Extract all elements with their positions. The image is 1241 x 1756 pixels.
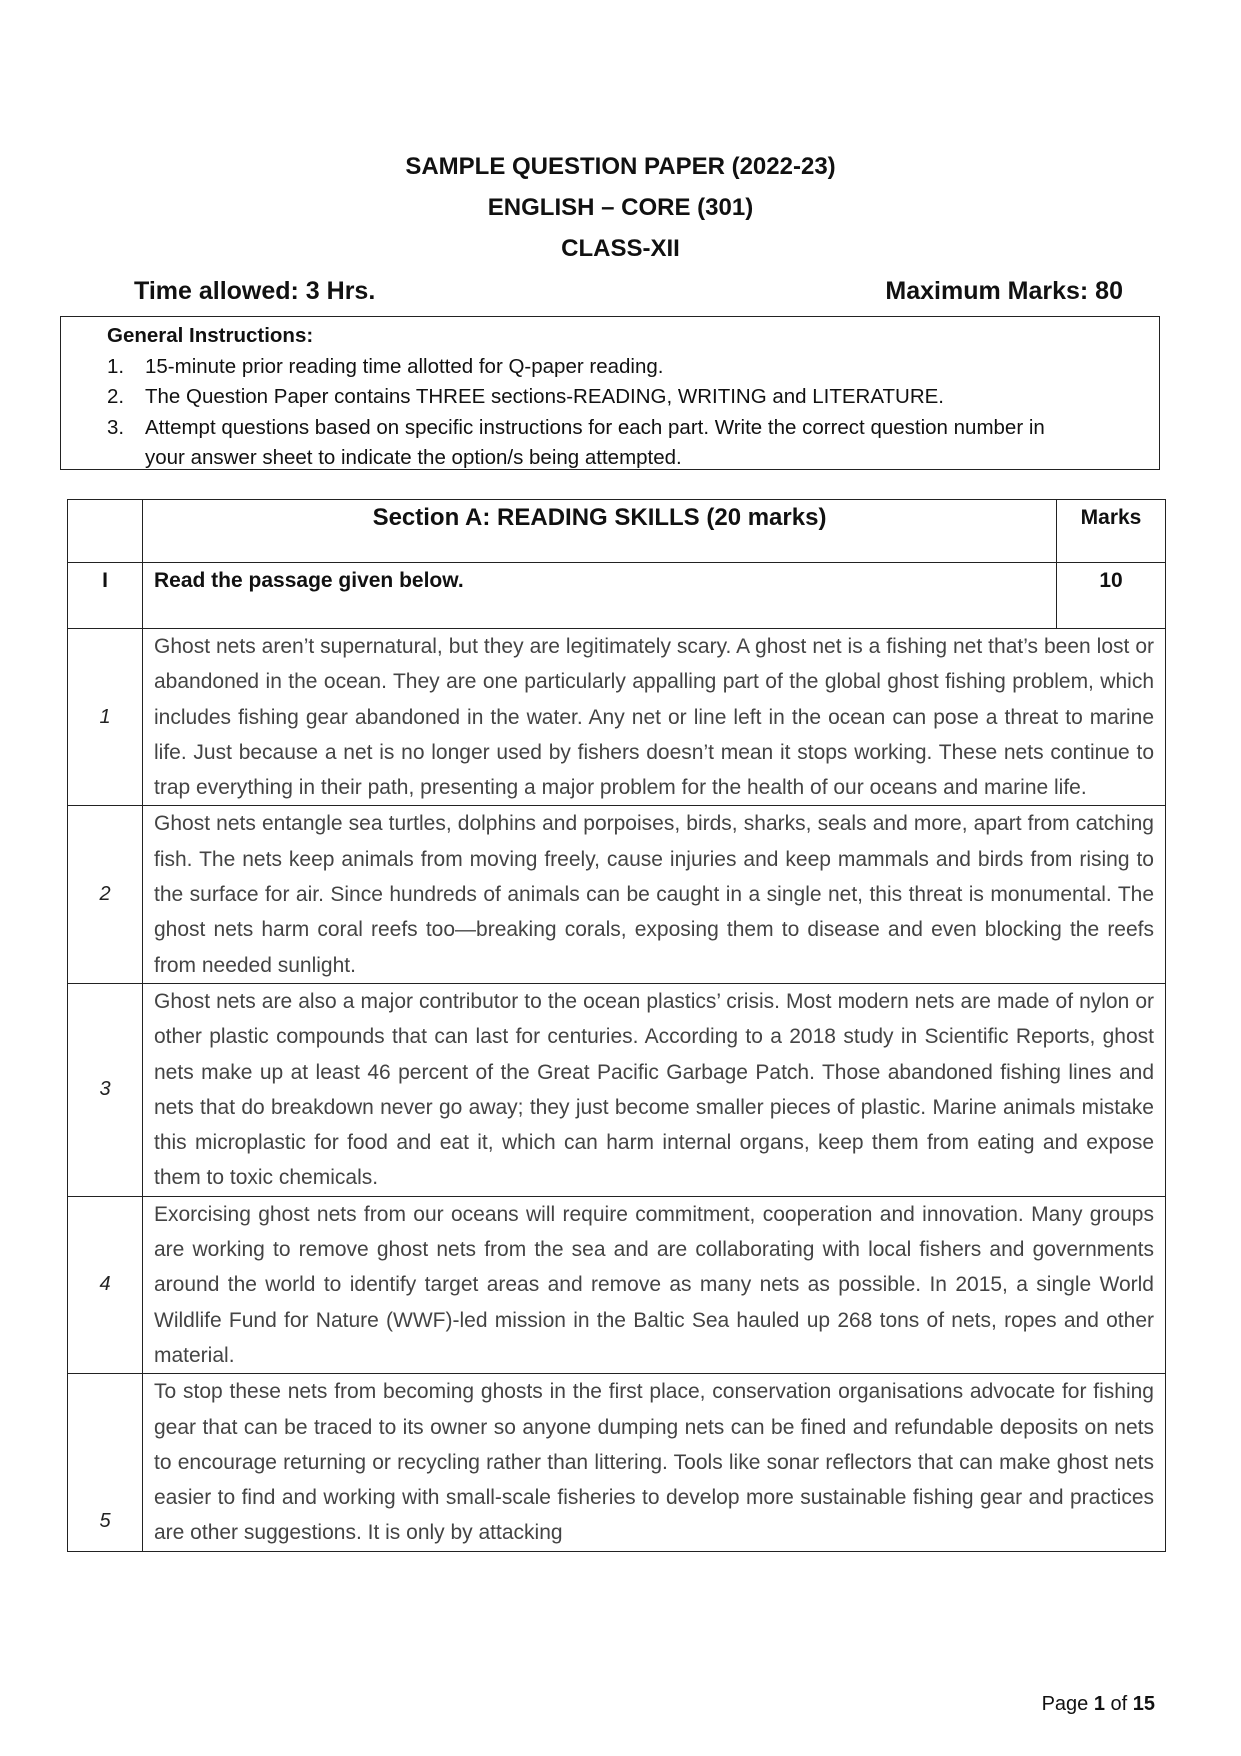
question-row — [68, 563, 1166, 629]
section-title: Section A: READING SKILLS (20 marks) — [143, 500, 1057, 563]
page-prefix: Page — [1041, 1693, 1094, 1715]
paragraph-number: 5 — [68, 1374, 143, 1551]
paragraph-text: Exorcising ghost nets from our oceans will require commitment, cooperation and innovation. Many groups are working to remove ghost nets from the sea and are collaborating with local fishers and governments around the world to identify target areas and remove as many nets as possible. In 2015, a single World Wildlife Fund for Nature (WWF)-led mission in the Baltic Sea hauled up 268 tons of nets, ropes and other material. — [143, 1196, 1166, 1373]
paragraph-number: 2 — [68, 806, 143, 983]
instruction-number: 2. — [107, 385, 125, 408]
paragraph-text: To stop these nets from becoming ghosts in the first place, conservation organisations advocate for fishing gear that can be traced to its owner so anyone dumping nets can be fined and refundable deposits on nets to encourage returning or recycling rather than littering. Tools like sonar reflectors that can make ghost nets easier to find and working with small-scale fisheries to develop more sustainable fishing gear and practices are other suggestions. It is only by attacking — [143, 1374, 1166, 1551]
page-number — [1042, 1693, 1155, 1716]
current-page: 1 — [1093, 1693, 1105, 1715]
table-row — [68, 629, 1166, 806]
maximum-marks: Maximum Marks: 80 — [885, 277, 1123, 305]
instruction-number: 3. — [107, 415, 125, 439]
instruction-number: 1. — [107, 354, 125, 378]
paragraph-number: 1 — [68, 629, 143, 806]
paragraph-text: Ghost nets are also a major contributor to the ocean plastics’ crisis. Most modern nets are made of nylon or other plastic compounds that can last for centuries. According to a 2018 study in Scientific Reports, ghost nets make up at least 46 percent of the Great Pacific Garbage Patch. Those abandoned fishing lines and nets that do breakdown never go away; they just become smaller pieces of plastic. Marine animals mistake this microplastic for food and eat it, which can harm internal organs, keep them from eating and expose them to toxic chemicals. — [143, 983, 1166, 1196]
table-row — [68, 983, 1166, 1196]
question-instruction: Read the passage given below. — [143, 563, 1057, 629]
page-of: of — [1104, 1693, 1133, 1715]
instruction-item — [107, 382, 1159, 413]
general-instructions-box — [60, 316, 1160, 470]
paper-title: SAMPLE QUESTION PAPER (2022-23) — [405, 153, 836, 180]
paragraph-text: Ghost nets entangle sea turtles, dolphins and porpoises, birds, sharks, seals and more, apart from catching fish. The nets keep animals from moving freely, cause injuries and keep mammals and birds from rising to the surface for air. Since hundreds of animals can be caught in a single net, this threat is monumental. The ghost nets harm coral reefs too—breaking corals, exposing them to disease and even blocking the reefs from needed sunlight. — [143, 806, 1166, 983]
instruction-text: Attempt questions based on specific instructions for each part. Write the correct question number in your answer sheet to indicate the option/s being attempted. — [145, 415, 1045, 469]
instruction-text: 15-minute prior reading time allotted for Q-paper reading. — [145, 354, 664, 378]
class-title: CLASS-XII — [561, 235, 680, 262]
question-number: I — [68, 563, 143, 629]
table-row — [68, 1374, 1166, 1551]
paragraph-number: 3 — [68, 983, 143, 1196]
table-row — [68, 806, 1166, 983]
paragraph-text: Ghost nets aren’t supernatural, but they are legitimately scary. A ghost net is a fishing net that’s been lost or abandoned in the ocean. They are one particularly appalling part of the global ghost fishing problem, which includes fishing gear abandoned in the water. Any net or line left in the ocean can pose a threat to marine life. Just because a net is no longer used by fishers doesn’t mean it stops working. These nets continue to trap everything in their path, presenting a major problem for the health of our oceans and marine life. — [143, 629, 1166, 806]
table-row — [68, 1196, 1166, 1373]
question-marks: 10 — [1057, 563, 1166, 629]
total-pages: 15 — [1132, 1693, 1155, 1715]
empty-cell — [68, 500, 143, 563]
paragraph-number: 4 — [68, 1196, 143, 1373]
instruction-item — [107, 352, 1159, 383]
marks-header: Marks — [1057, 500, 1166, 563]
instruction-text: The Question Paper contains THREE sections-READING, WRITING and LITERATURE. — [145, 385, 944, 408]
table-header-row — [68, 500, 1166, 563]
instructions-heading: General Instructions: — [107, 324, 314, 347]
instruction-item — [107, 413, 1159, 474]
section-a-table — [67, 499, 1166, 1552]
time-allowed: Time allowed: 3 Hrs. — [134, 277, 376, 305]
subject-title: ENGLISH – CORE (301) — [487, 194, 754, 221]
